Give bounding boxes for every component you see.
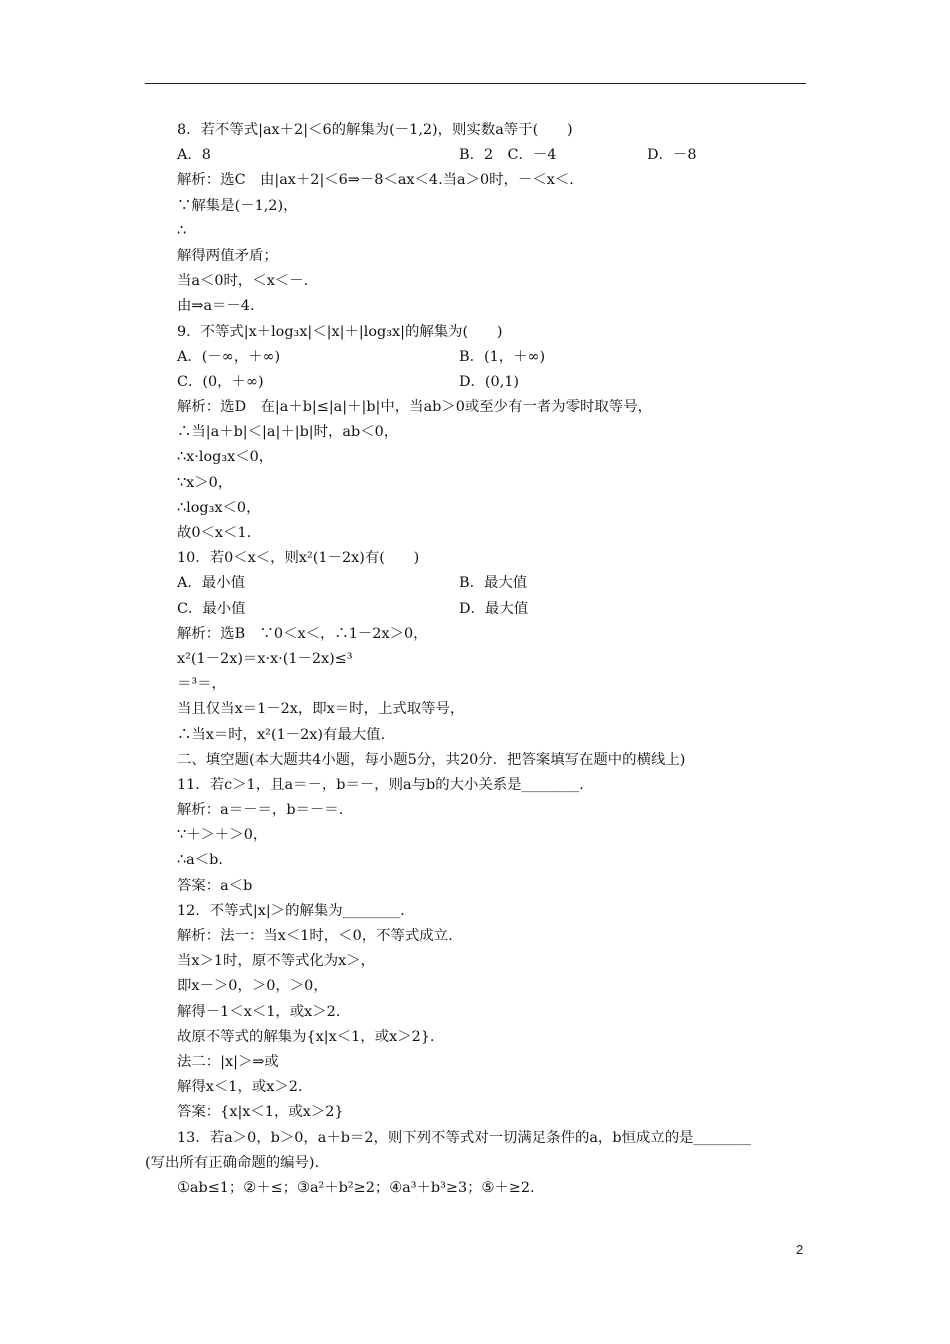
option-a: A．(－∞，＋∞) xyxy=(177,348,281,365)
solution-line: 解析：选B ∵0＜x＜，∴1－2x＞0， xyxy=(177,625,428,642)
page-content xyxy=(145,118,817,1201)
section-heading: 二、填空题(本大题共4小题，每小题5分，共20分．把答案填写在题中的横线上) xyxy=(177,751,686,768)
solution-line: 解析：法一：当x＜1时，＜0，不等式成立. xyxy=(177,928,453,944)
option-c: C．最小值 xyxy=(177,600,246,617)
option-c: C．(0，＋∞) xyxy=(177,373,264,390)
solution-line: ∵x＞0， xyxy=(177,474,233,491)
solution-line: ∴ xyxy=(177,222,187,239)
solution-line: 解析：选D 在|a＋b|≤|a|＋|b|中，当ab＞0或至少有一者为零时取等号， xyxy=(177,399,652,416)
solution-line: ＝³＝， xyxy=(177,676,226,693)
solution-line: 法二：|x|＞⇒或 xyxy=(177,1053,279,1070)
question-13-items: ①ab≤1；②＋≤；③a²＋b²≥2；④a³＋b³≥3；⑤＋≥2. xyxy=(177,1179,535,1196)
question-10-options-row2 xyxy=(177,597,817,622)
option-a: A．最小值 xyxy=(177,575,245,592)
option-d: D．－8 xyxy=(647,147,697,164)
option-b: B．最大值 xyxy=(459,575,528,592)
solution-line: 当且仅当x＝1－2x，即x＝时，上式取等号， xyxy=(177,701,465,718)
answer-line: 答案：a＜b xyxy=(177,877,253,894)
question-9-options-row2 xyxy=(177,370,817,395)
header-rule xyxy=(145,83,806,84)
solution-line: 解得x＜1，或x＞2. xyxy=(177,1079,303,1096)
option-d: D．最大值 xyxy=(459,600,529,617)
solution-line: ∴a＜b. xyxy=(177,852,223,869)
question-8-stem: 8．若不等式|ax＋2|＜6的解集为(－1,2)，则实数a等于( ) xyxy=(177,122,573,138)
solution-line: ∵解集是(－1,2)， xyxy=(177,197,298,214)
option-b: B．(1，＋∞) xyxy=(459,348,546,365)
question-11-stem: 11．若c＞1，且a＝－，b＝－，则a与b的大小关系是________. xyxy=(177,776,584,793)
solution-line: ∴当x＝时，x²(1－2x)有最大值. xyxy=(177,726,386,743)
solution-line: 解析：a＝－＝，b＝－＝. xyxy=(177,802,344,819)
solution-line: ∴当|a＋b|＜|a|＋|b|时，ab＜0， xyxy=(177,424,399,441)
solution-line: 解析：选C 由|ax＋2|＜6⇒－8＜ax＜4.当a＞0时，－＜x＜. xyxy=(177,172,574,189)
solution-line: 当x＞1时，原不等式化为x＞， xyxy=(177,953,376,970)
solution-line: 由⇒a＝－4. xyxy=(177,298,255,315)
question-13-stem-continued: (写出所有正确命题的编号). xyxy=(145,1154,320,1171)
answer-line: 答案：{x|x＜1，或x＞2} xyxy=(177,1104,344,1121)
question-9-stem: 9．不等式|x＋log₃x|＜|x|＋|log₃x|的解集为( ) xyxy=(177,323,503,340)
solution-line: ∵＋＞＋＞0， xyxy=(177,827,268,844)
option-d: D．(0,1) xyxy=(459,373,520,390)
solution-line: x²(1－2x)＝x·x·(1－2x)≤³ xyxy=(177,650,353,667)
question-12-stem: 12．不等式|x|＞的解集为________. xyxy=(177,902,405,919)
question-10-options-row1 xyxy=(177,571,817,596)
option-a: A．8 xyxy=(177,147,211,164)
page-number: 2 xyxy=(796,1242,804,1257)
solution-line: 故0＜x＜1. xyxy=(177,525,252,541)
solution-line: 当a＜0时，＜x＜－. xyxy=(177,273,309,290)
question-8-options xyxy=(177,143,817,168)
solution-line: 解得－1＜x＜1，或x＞2. xyxy=(177,1003,341,1020)
solution-line: ∴x·log₃x＜0， xyxy=(177,449,274,466)
question-13-stem: 13．若a＞0，b＞0，a＋b＝2，则下列不等式对一切满足条件的a，b恒成立的是________ xyxy=(177,1129,752,1146)
solution-line: 即x－＞0，＞0，＞0， xyxy=(177,978,328,995)
solution-line: 解得两值矛盾； xyxy=(177,247,278,264)
question-9-options-row1 xyxy=(177,345,817,370)
option-b-c: B．2 C．－4 xyxy=(459,147,557,164)
solution-line: ∴log₃x＜0， xyxy=(177,499,261,516)
question-10-stem: 10．若0＜x＜，则x²(1－2x)有( ) xyxy=(177,550,420,567)
solution-line: 故原不等式的解集为{x|x＜1，或x＞2}. xyxy=(177,1028,435,1045)
